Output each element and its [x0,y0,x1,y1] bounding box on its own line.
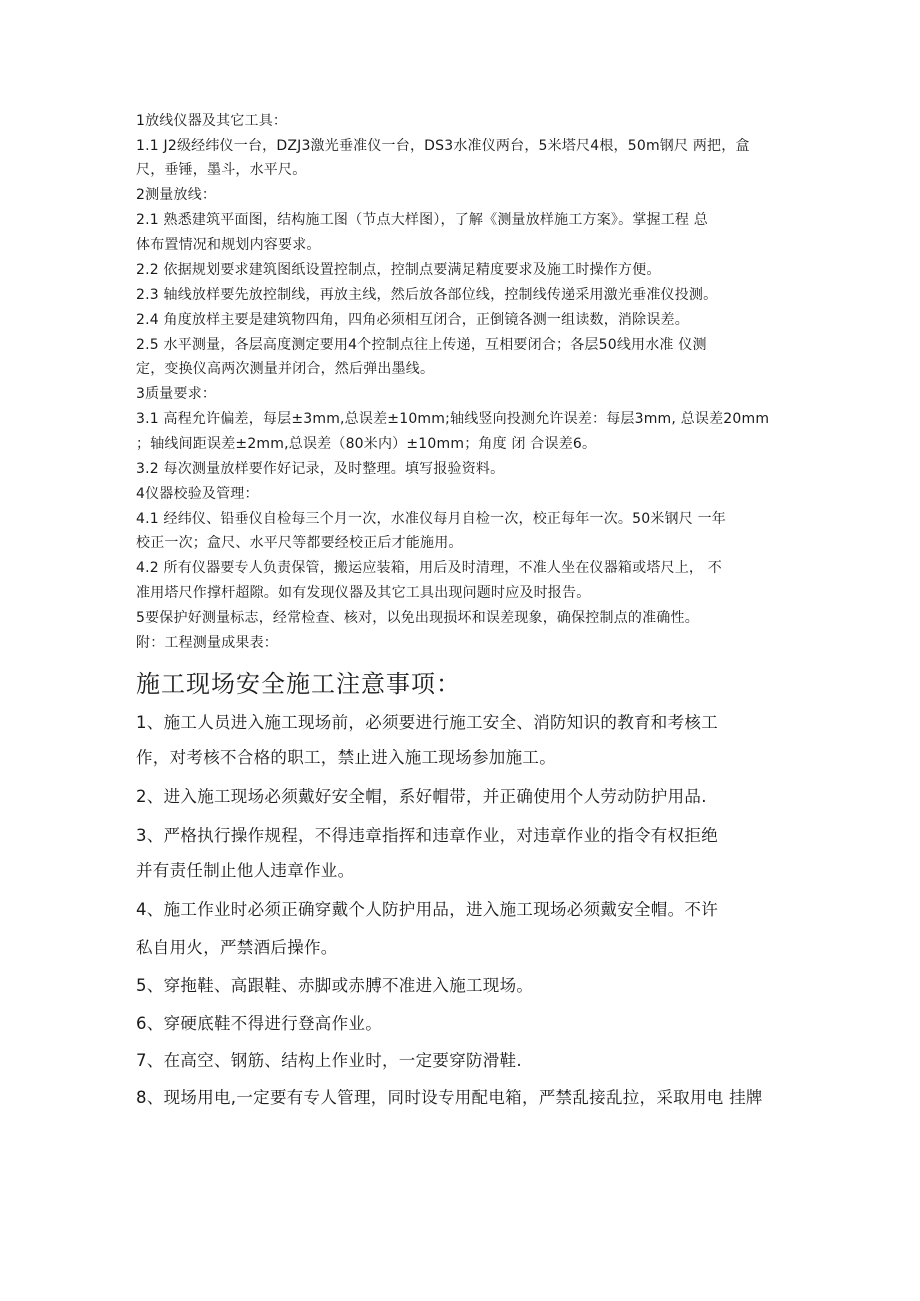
paragraph-2-3: 2.3 轴线放样要先放控制线，再放主线，然后放各部位线，控制线传递采用激光垂准仪投测。 [136,287,718,303]
safety-item-4: 4、施工作业时必须正确穿戴个人防护用品，进入施工现场必须戴安全帽。不许 [136,900,718,919]
safety-item-2: 2、进入施工现场必须戴好安全帽，系好帽带，并正确使用个人劳动防护用品. [136,787,707,806]
safety-item-6: 6、穿硬底鞋不得进行登高作业。 [136,1014,382,1033]
paragraph-2-1: 2.1 熟悉建筑平面图，结构施工图（节点大样图），了解《测量放样施工方案》。掌握工程 总 [136,212,708,228]
paragraph-2-4: 2.4 角度放样主要是建筑物四角，四角必须相互闭合，正倒镜各测一组读数，消除误差。 [136,312,689,328]
paragraph-4-2-cont: 准用塔尺作撑杆超隙。如有发现仪器及其它工具出现问题时应及时报告。 [136,585,591,601]
paragraph-4-1: 4.1 经纬仪、铅垂仪自检每三个月一次，水准仪每月自检一次，校正每年一次。50米钢尺 一年 [136,511,726,527]
paragraph-3-1-cont: ；轴线间距误差±2mm,总误差（80米内）±10mm；角度 闭 合误差6。 [136,436,597,452]
paragraph-2-5-cont: 定，变换仪高两次测量并闭合，然后弹出墨线。 [136,361,435,377]
paragraph-3-2: 3.2 每次测量放样要作好记录，及时整理。填写报验资料。 [136,461,505,477]
appendix-note: 附：工程测量成果表： [136,635,278,651]
paragraph-2-1-cont: 体布置情况和规划内容要求。 [136,237,321,253]
paragraph-2-5: 2.5 水平测量，各层高度测定要用4个控制点往上传递，互相要闭合；各层50线用水准 仪测 [136,337,707,353]
paragraph-1-1-cont: 尺，垂锤，墨斗，水平尺。 [136,162,307,178]
safety-item-3-cont: 并有责任制止他人违章作业。 [136,861,355,880]
safety-item-1: 1、施工人员进入施工现场前，必须要进行施工安全、消防知识的教育和考核工 [136,713,718,732]
safety-item-7: 7、在高空、钢筋、结构上作业时，一定要穿防滑鞋. [136,1051,522,1070]
section-title: 施工现场安全施工注意事项： [136,670,461,698]
safety-item-4-cont: 私自用火，严禁酒后操作。 [136,938,338,957]
paragraph-4-1-cont: 校正一次；盒尺、水平尺等都要经校正后才能施用。 [136,535,463,551]
heading-1: 1放线仪器及其它工具： [136,113,288,129]
paragraph-2-2: 2.2 依据规划要求建筑图纸设置控制点，控制点要满足精度要求及施工时操作方便。 [136,262,661,278]
heading-2: 2测量放线： [136,187,217,203]
heading-3: 3质量要求： [136,386,217,402]
paragraph-5: 5要保护好测量标志，经常检查、核对，以免出现损坏和误差现象，确保控制点的准确性。 [136,610,699,626]
safety-item-1-cont: 作，对考核不合格的职工，禁止进入施工现场参加施工。 [136,748,556,767]
paragraph-3-1: 3.1 高程允许偏差，每层±3mm,总误差±10mm;轴线竖向投测允许误差：每层3mm, 总误差20mm [136,411,770,427]
safety-item-8: 8、现场用电,一定要有专人管理，同时设专用配电箱，严禁乱接乱拉，采取用电 挂牌 [136,1088,763,1107]
paragraph-4-2: 4.2 所有仪器要专人负责保管，搬运应装箱，用后及时清理，不准人坐在仪器箱或塔尺上， 不 [136,560,722,576]
safety-item-5: 5、穿拖鞋、高跟鞋、赤脚或赤膊不准进入施工现场。 [136,976,534,995]
heading-4: 4仪器校验及管理： [136,486,259,502]
paragraph-1-1: 1.1 J2级经纬仪一台，DZJ3激光垂准仪一台，DS3水准仪两台，5米塔尺4根，50m钢尺 两把，盒 [136,138,750,154]
safety-item-3: 3、严格执行操作规程，不得违章指挥和违章作业，对违章作业的指令有权拒绝 [136,826,718,845]
